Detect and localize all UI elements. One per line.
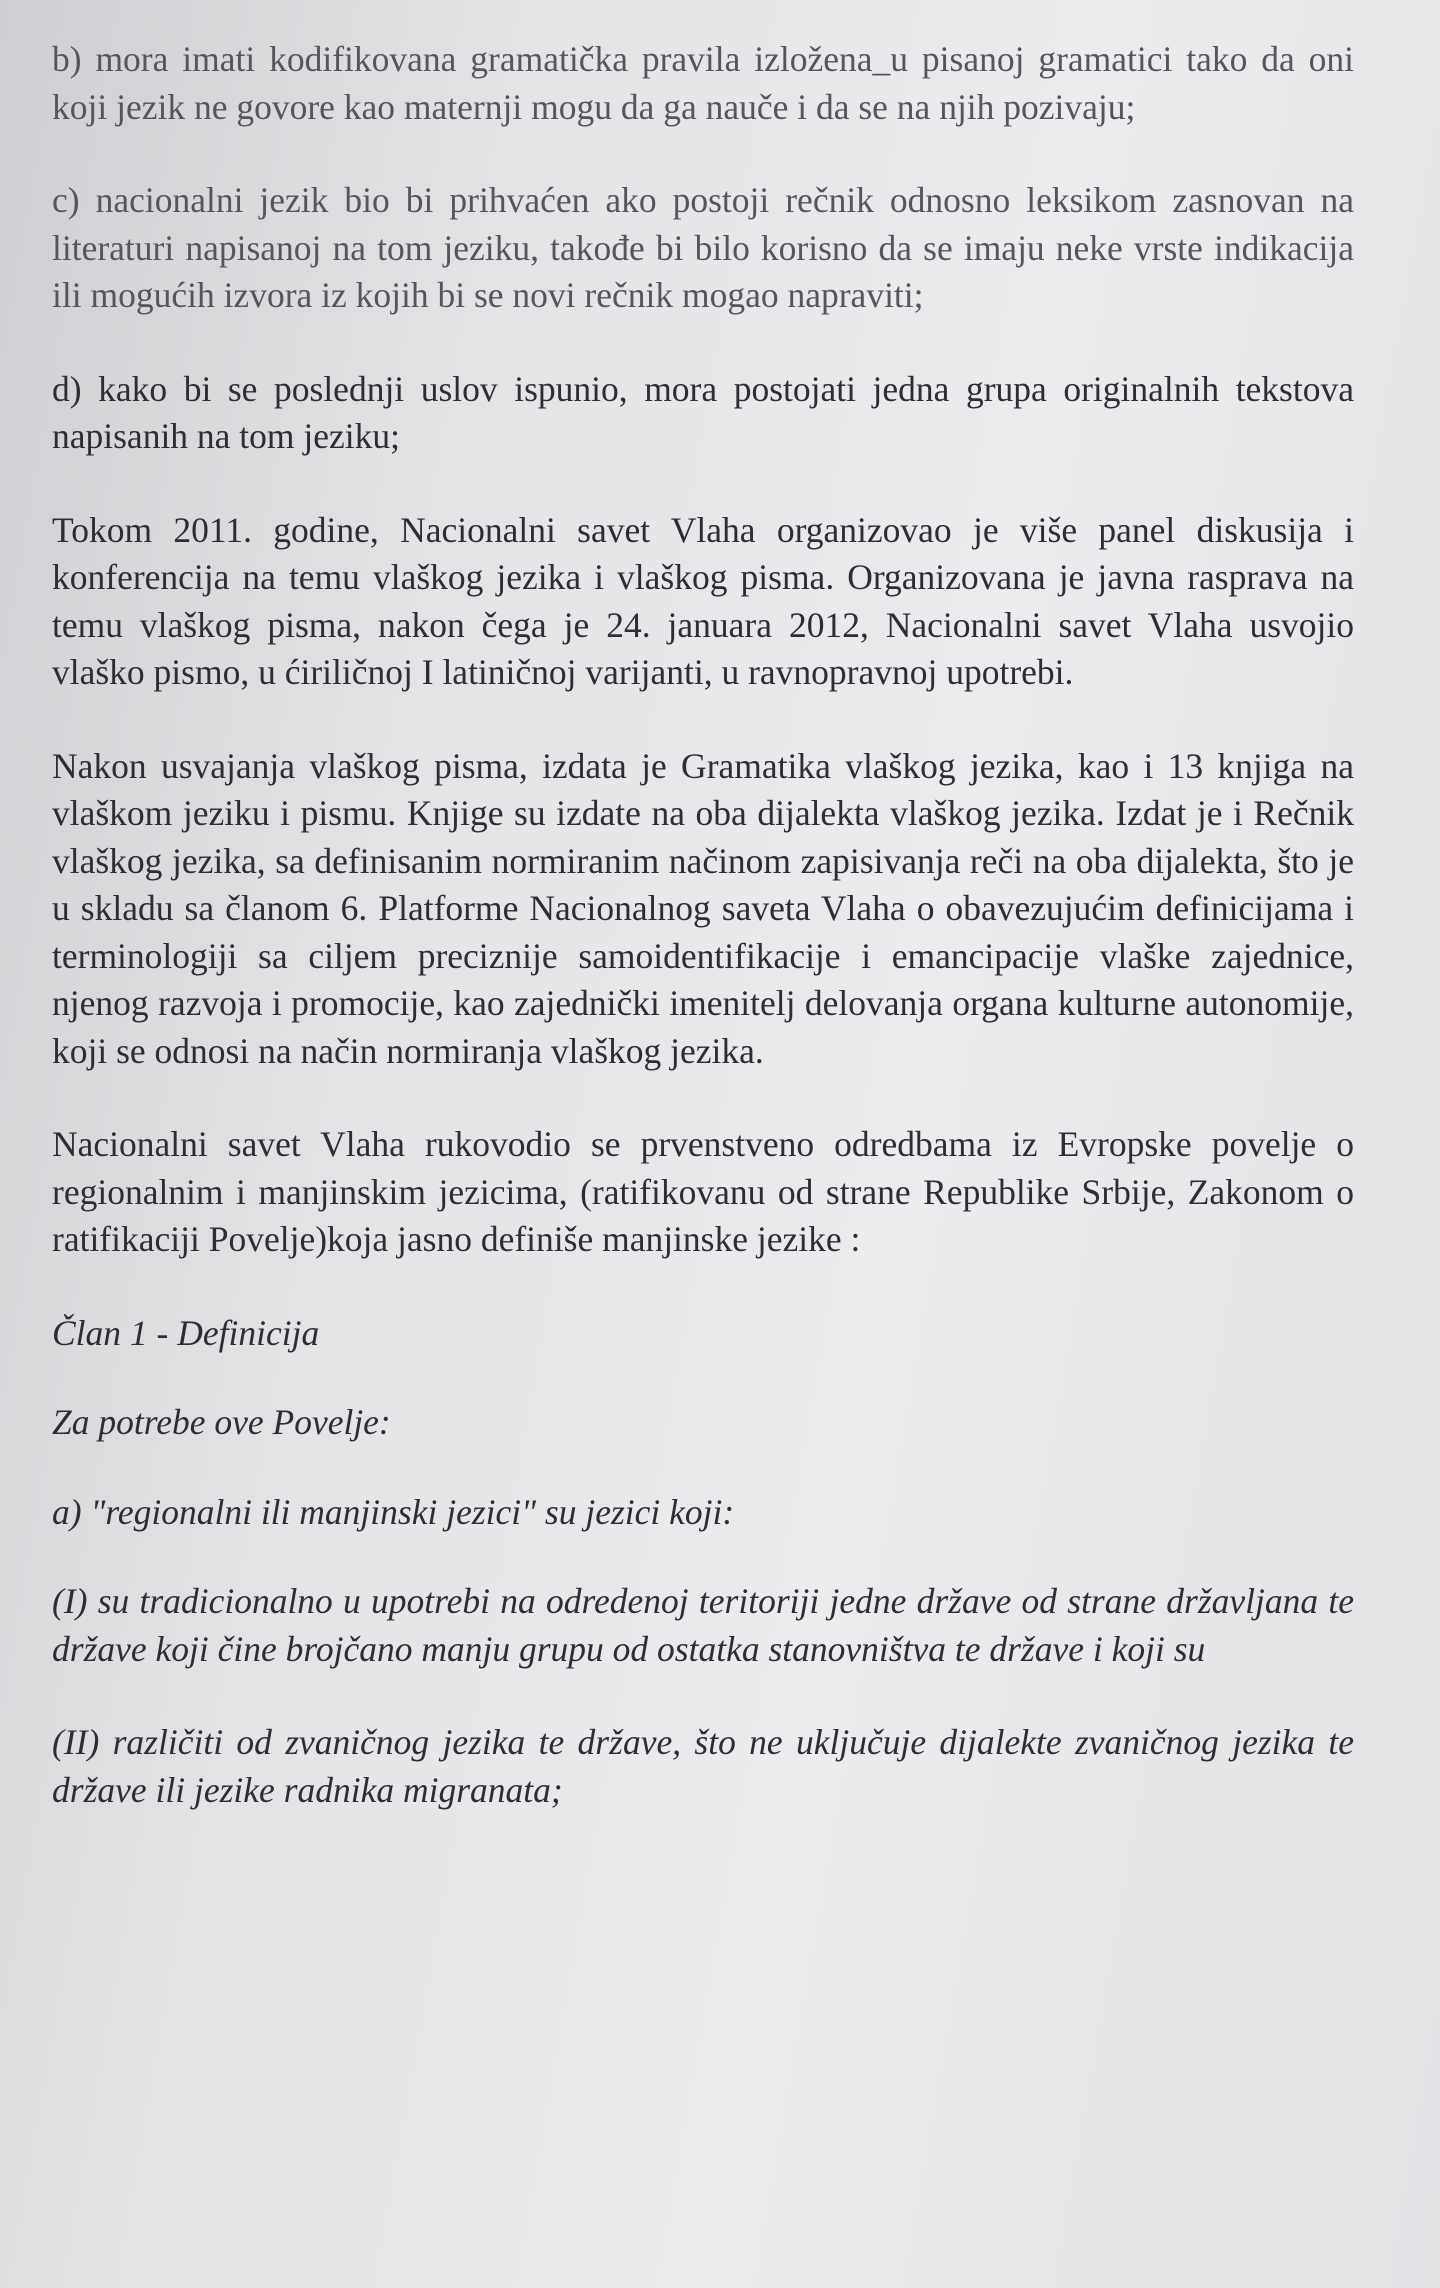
charter-definition-i: (I) su tradicionalno u upotrebi na odredenoj teritoriji jedne države od strane državljana te države koji čine brojčano manju grupu od ostatka stanovništva te države i koji su — [52, 1581, 1354, 1669]
paragraph-item-c: c) nacionalni jezik bio bi prihvaćen ako postoji rečnik odnosno leksikom zasnovan na literaturi napisanoj na tom jeziku, takođe bi bilo korisno da se imaju neke vrste indikacija ili mogućih izvora iz kojih bi se novi rečnik mogao napraviti; — [52, 180, 1354, 315]
paragraph-item-b: b) mora imati kodifikovana gramatička pravila izložena_u pisanoj gramatici tako da oni koji jezik ne govore kao maternji mogu da ga nauče i da se na njih pozivaju; — [52, 39, 1354, 127]
paragraph-item-d: d) kako bi se poslednji uslov ispunio, mora postojati jedna grupa originalnih tekstova napisanih na tom jeziku; — [52, 368, 1354, 456]
article-heading: Član 1 - Definicija — [52, 1312, 320, 1353]
charter-definition-a: a) "regionalni ili manjinski jezici" su jezici koji: — [52, 1491, 735, 1532]
charter-definition-ii: (II) različiti od zvaničnog jezika te države, što ne uključuje dijalekte zvaničnog jezika te države ili jezike radnika migranata; — [52, 1722, 1354, 1810]
paragraph-2011-discussions: Tokom 2011. godine, Nacionalni savet Vlaha organizovao je više panel diskusija i konferencija na temu vlaškog jezika i vlaškog pisma. Organizovana je javna rasprava na temu vlaškog pisma, nakon čega je 24. januara 2012, Nacionalni savet Vlaha usvojio vlaško pismo, u ćiriličnoj I latiničnoj varijanti, u ravnopravnoj upotrebi. — [52, 509, 1354, 692]
paragraph-european-charter: Nacionalni savet Vlaha rukovodio se prvenstveno odredbama iz Evropske povelje o regionalnim i manjinskim jezicima, (ratifikovanu od strane Republike Srbije, Zakonom o ratifikaciji Povelje)koja jasno definiše manjinske jezike : — [52, 1124, 1354, 1259]
charter-intro: Za potrebe ove Povelje: — [52, 1402, 391, 1442]
paragraph-grammar-publication: Nakon usvajanja vlaškog pisma, izdata je Gramatika vlaškog jezika, kao i 13 knjiga na vlaškom jeziku i pismu. Knjige su izdate na oba dijalekta vlaškog jezika. Izdat je i Rečnik vlaškog jezika, sa definisanim normiranim načinom zapisivanja reči na oba dijalekta, što je u skladu sa članom 6. Platforme Nacionalnog saveta Vlaha o obavezujućim definicijama i terminologiji sa ciljem preciznije samoidentifikacije i emancipacije vlaške zajednice, njenog razvoja i promocije, kao zajednički imenitelj delovanja organa kulturne autonomije, koji se odnosi na način normiranja vlaškog jezika. — [52, 745, 1354, 1071]
